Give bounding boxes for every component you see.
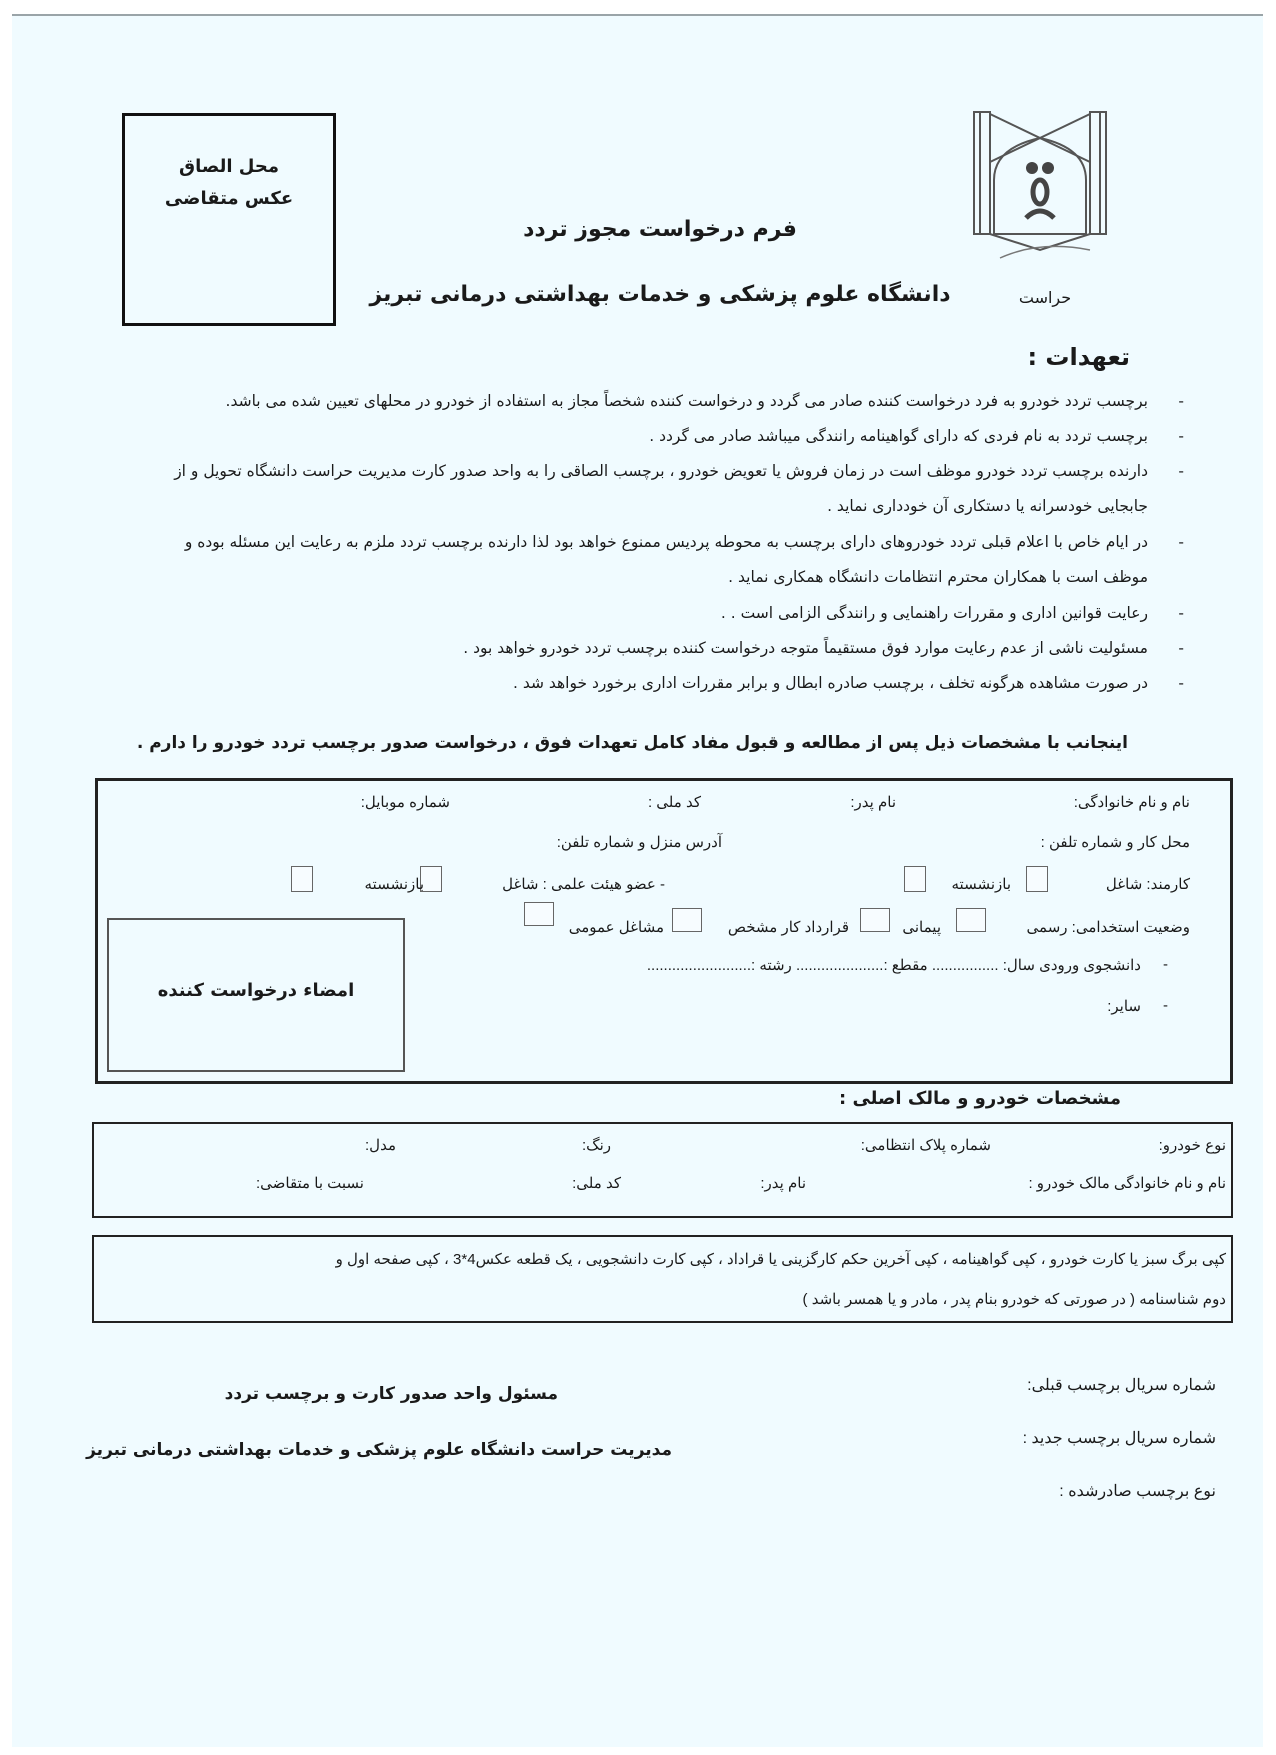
employee-active-checkbox[interactable] <box>1026 866 1048 892</box>
commitment-item-continued <box>148 568 1148 586</box>
full-name-field[interactable]: نام و نام خانوادگی: <box>1073 794 1190 811</box>
commitment-text: دارنده برچسب تردد خودرو موظف است در زمان فروش یا تعویض خودرو ، برچسب الصاقی را به واحد صدور کارت مدیریت حراست دانشگاه تحویل و از <box>174 462 1148 480</box>
workplace-phone-field[interactable]: محل کار و شماره تلفن : <box>1040 834 1190 851</box>
employment-public-jobs-label: مشاغل عمومی <box>568 919 664 936</box>
student-info-field[interactable]: دانشجوی ورودی سال: ................ مقطع :..................... رشته :......................... <box>646 957 1141 974</box>
owner-father-name-field[interactable]: نام پدر: <box>760 1175 806 1192</box>
employment-public-jobs-checkbox[interactable] <box>524 902 554 926</box>
commitment-text: موظف است با همکاران محترم انتظامات دانشگاه همکاری نماید . <box>728 568 1148 586</box>
bullet: - <box>1178 427 1184 445</box>
new-serial-field[interactable]: شماره سریال برچسب جدید : <box>1022 1430 1216 1447</box>
faculty-retired-checkbox[interactable] <box>291 866 313 892</box>
logo-caption: حراست <box>1018 288 1072 307</box>
color-field[interactable]: رنگ: <box>581 1137 611 1154</box>
commitment-item <box>148 639 1184 657</box>
commitment-text: مسئولیت ناشی از عدم رعایت موارد فوق مستقیماً متوجه درخواست کننده برچسب تردد خودرو خواهد بود . <box>463 639 1148 657</box>
commitment-item-continued <box>148 497 1148 515</box>
bullet: - <box>1163 997 1168 1014</box>
commitment-item <box>148 604 1184 622</box>
signature-box[interactable] <box>107 918 405 1072</box>
employment-contractual-checkbox[interactable] <box>860 908 890 932</box>
bullet: - <box>1178 639 1184 657</box>
issued-sticker-type-field[interactable]: نوع برچسب صادرشده : <box>1059 1483 1216 1500</box>
required-documents-line1: کپی برگ سبز یا کارت خودرو ، کپی گواهینامه ، کپی آخرین حکم کارگزینی یا قراداد ، کپی کارت دانشجویی ، یک قطعه عکس4*3 ، کپی صفحه اول و <box>335 1251 1226 1268</box>
form-title: فرم درخواست مجوز تردد <box>523 217 797 242</box>
national-code-field[interactable]: کد ملی : <box>647 794 701 811</box>
commitments-heading: تعهدات : <box>1027 343 1130 371</box>
required-documents-box <box>92 1235 1233 1323</box>
plate-number-field[interactable]: شماره پلاک انتظامی: <box>860 1137 991 1154</box>
bullet: - <box>1178 604 1184 622</box>
owner-name-field[interactable]: نام و نام خانوادگی مالک خودرو : <box>1028 1175 1226 1192</box>
bullet: - <box>1163 956 1168 973</box>
home-address-phone-field[interactable]: آدرس منزل و شماره تلفن: <box>556 834 722 851</box>
signature-label: امضاء درخواست کننده <box>157 980 355 1001</box>
commitment-item <box>148 392 1184 410</box>
signer-organization: مدیریت حراست دانشگاه علوم پزشکی و خدمات بهداشتی درمانی تبریز <box>86 1440 672 1460</box>
commitment-text: جابجایی خودسرانه یا دستکاری آن خودداری نماید . <box>827 497 1148 515</box>
photo-label-line1: محل الصاق <box>179 156 279 177</box>
mobile-field[interactable]: شماره موبایل: <box>360 794 450 811</box>
employment-fixed-contract-checkbox[interactable] <box>672 908 702 932</box>
bullet: - <box>1178 392 1184 410</box>
commitment-item <box>148 462 1184 480</box>
university-emblem-icon <box>970 100 1110 265</box>
bullet: - <box>1178 533 1184 551</box>
faculty-active-label: - عضو هیئت علمی : شاغل <box>502 876 665 893</box>
commitment-item <box>148 533 1184 551</box>
commitment-item <box>148 427 1184 445</box>
employment-official-label: وضعیت استخدامی: رسمی <box>1026 919 1190 936</box>
commitment-text: در ایام خاص با اعلام قبلی تردد خودروهای دارای برچسب به محوطه پردیس ممنوع خواهد بود لذا دارنده برچسب تردد ملزم به رعایت این مسئله بوده و <box>184 533 1148 551</box>
bullet: - <box>1178 462 1184 480</box>
vehicle-heading: مشخصات خودرو و مالک اصلی : <box>839 1088 1121 1109</box>
signer-title: مسئول واحد صدور کارت و برچسب تردد <box>224 1384 558 1404</box>
commitment-item <box>148 674 1184 692</box>
previous-serial-field[interactable]: شماره سریال برچسب قبلی: <box>1027 1377 1216 1394</box>
relation-to-applicant-field[interactable]: نسبت با متقاضی: <box>255 1175 364 1192</box>
employment-official-checkbox[interactable] <box>956 908 986 932</box>
employment-contractual-label: پیمانی <box>902 919 941 936</box>
other-field[interactable]: سایر: <box>1107 998 1141 1015</box>
father-name-field[interactable]: نام پدر: <box>850 794 896 811</box>
commitment-text: برچسب تردد خودرو به فرد درخواست کننده صادر می گردد و درخواست کننده شخصاً مجاز به استفاده از خودرو در محلهای تعیین شده می باشد. <box>225 392 1148 410</box>
commitment-text: رعایت قوانین اداری و مقررات راهنمایی و رانندگی الزامی است . . <box>720 604 1148 622</box>
employee-retired-checkbox[interactable] <box>904 866 926 892</box>
commitment-text: برچسب تردد به نام فردی که دارای گواهینامه رانندگی میباشد صادر می گردد . <box>649 427 1148 445</box>
declaration-text: اینجانب با مشخصات ذیل پس از مطالعه و قبول مفاد کامل تعهدات فوق ، درخواست صدور برچسب تردد خودرو را دارم . <box>136 733 1128 753</box>
vehicle-info-box <box>92 1122 1233 1218</box>
employee-retired-label: بازنشسته <box>951 876 1011 893</box>
faculty-retired-label: بازنشسته <box>364 876 424 893</box>
employee-active-label: کارمند: شاغل <box>1105 876 1190 893</box>
owner-national-code-field[interactable]: کد ملی: <box>572 1175 621 1192</box>
university-name: دانشگاه علوم پزشکی و خدمات بهداشتی درمانی تبریز <box>369 282 951 307</box>
model-field[interactable]: مدل: <box>365 1137 396 1154</box>
vehicle-type-field[interactable]: نوع خودرو: <box>1158 1137 1226 1154</box>
photo-placeholder-box <box>122 113 336 326</box>
bullet: - <box>1178 674 1184 692</box>
required-documents-line2: دوم شناسنامه ( در صورتی که خودرو بنام پدر ، مادر و یا همسر باشد ) <box>802 1291 1226 1308</box>
commitment-text: در صورت مشاهده هرگونه تخلف ، برچسب صادره ابطال و برابر مقررات اداری برخورد خواهد شد . <box>512 674 1148 692</box>
photo-label-line2: عکس متقاضی <box>164 188 294 209</box>
employment-fixed-contract-label: قرارداد کار مشخص <box>727 919 849 936</box>
